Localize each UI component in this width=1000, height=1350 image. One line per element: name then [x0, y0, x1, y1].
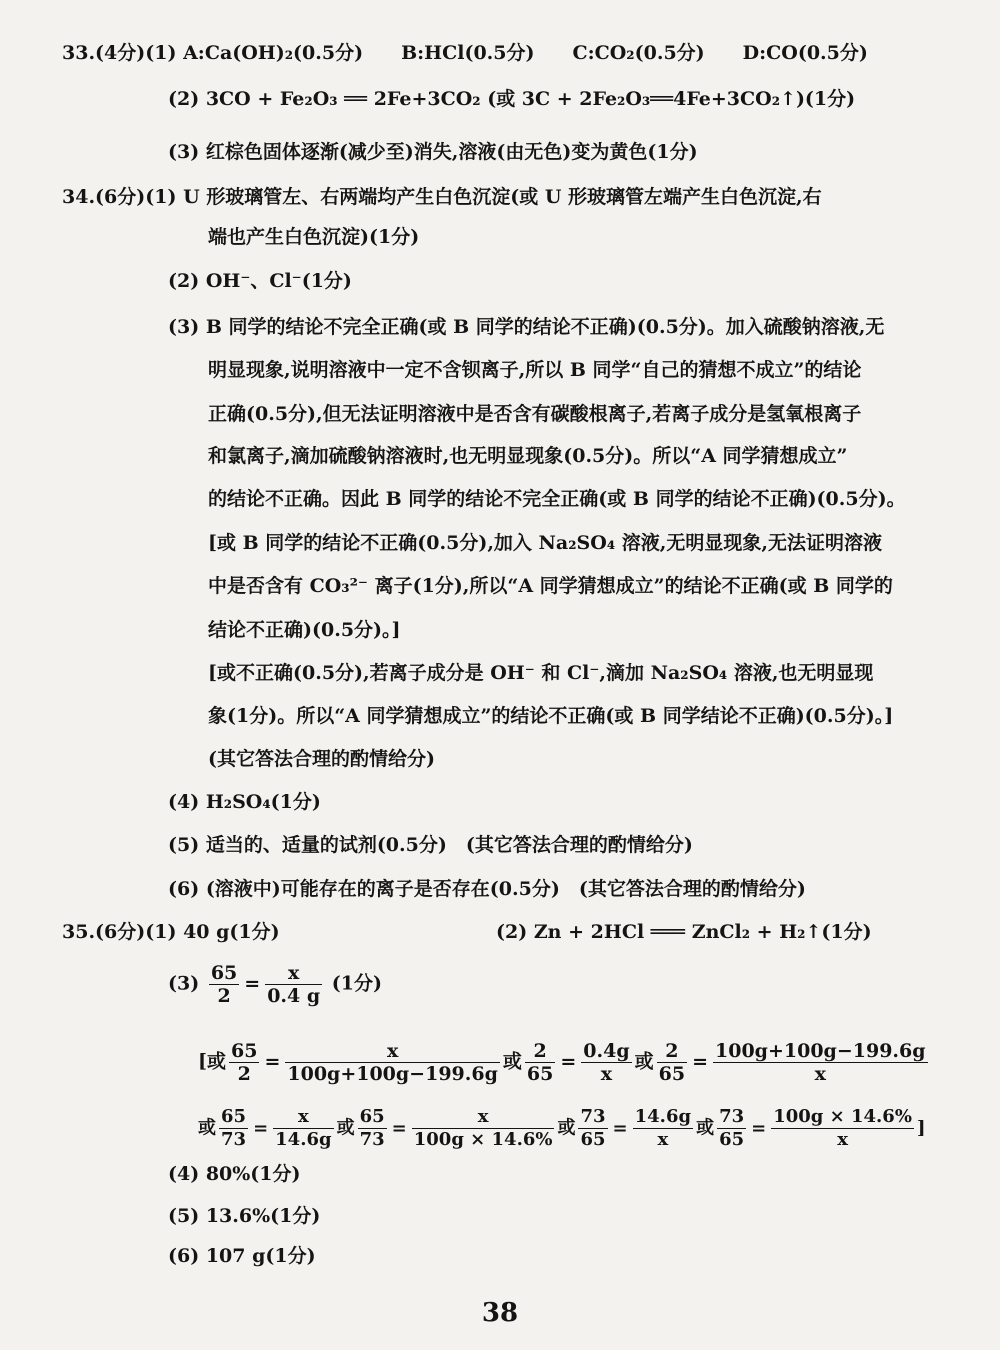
equals-sign: = — [391, 1117, 407, 1139]
q33-line-2: (2) 3CO + Fe₂O₃ ══ 2Fe+3CO₂ (或 3C + 2Fe₂O₃══4Fe+3CO₂↑)(1分) — [168, 88, 856, 110]
or-word: 或 — [557, 1117, 576, 1139]
q34-line-9: [或 B 同学的结论不正确(0.5分),加入 Na₂SO₄ 溶液,无明显现象,无法证明溶液 — [208, 532, 882, 554]
equals-sign: = — [264, 1050, 281, 1073]
q35-line-6: (5) 13.6%(1分) — [168, 1205, 321, 1227]
equals-sign: = — [244, 972, 261, 995]
q34-line-4: (3) B 同学的结论不完全正确(或 B 同学的结论不正确)(0.5分)。加入硫酸钠溶液,无 — [168, 316, 885, 338]
q34-line-1: 34.(6分)(1) U 形玻璃管左、右两端均产生白色沉淀(或 U 形玻璃管左端产生白色沉淀,右 — [62, 186, 822, 208]
q33-line-3: (3) 红棕色固体逐渐(减少至)消失,溶液(由无色)变为黄色(1分) — [168, 141, 698, 163]
fraction: $\frac{100g \times 14.6\%}{x}$ — [773, 1106, 912, 1150]
or-word: 或 — [634, 1050, 654, 1073]
bracket-close: ] — [916, 1117, 926, 1139]
q34-line-6: 正确(0.5分),但无法证明溶液中是否含有碳酸根离子,若离子成分是氢氧根离子 — [208, 403, 862, 425]
q34-line-10: 中是否含有 CO₃²⁻ 离子(1分),所以“A 同学猜想成立”的结论不正确(或 B 同学的 — [208, 575, 893, 597]
q34-line-15: (4) H₂SO₄(1分) — [168, 791, 321, 813]
or-word: 或 — [696, 1117, 715, 1139]
equals-sign: = — [751, 1117, 767, 1139]
q34-line-8: 的结论不正确。因此 B 同学的结论不完全正确(或 B 同学的结论不正确)(0.5分)。 — [208, 488, 906, 510]
q34-line-14: (其它答法合理的酌情给分) — [208, 748, 435, 770]
fraction: $\frac{x}{100g \times 14.6\%}$ — [413, 1106, 553, 1150]
fraction: $\frac{100g+100g-199.6g}{x}$ — [715, 1040, 926, 1085]
fraction: $\frac{73}{65}$ — [580, 1106, 606, 1150]
q34-line-12: [或不正确(0.5分),若离子成分是 OH⁻ 和 Cl⁻,滴加 Na₂SO₄ 溶液,也无明显现 — [208, 662, 874, 684]
q34-line-3: (2) OH⁻、Cl⁻(1分) — [168, 270, 352, 292]
fraction: $\frac{65}{73}$ — [221, 1106, 247, 1150]
fraction: $\frac{65}{73}$ — [359, 1106, 385, 1150]
q35-l2-prefix: (3) — [168, 972, 200, 995]
fraction: $\frac{x}{14.6g}$ — [275, 1106, 332, 1150]
or-word: 或 — [502, 1050, 522, 1073]
equals-sign: = — [692, 1050, 709, 1073]
or-word: 或 — [336, 1117, 355, 1139]
q35-l2-score: (1分) — [331, 972, 382, 995]
q34-line-11: 结论不正确)(0.5分)。] — [208, 619, 401, 641]
or-word: 或 — [198, 1117, 216, 1139]
q35-line-4 — [198, 1106, 925, 1151]
q35-line-3 — [198, 1040, 931, 1085]
fraction: $\frac{2}{65}$ — [526, 1040, 554, 1085]
fraction: $\frac{65}{2}$ — [210, 962, 238, 1007]
equals-sign: = — [560, 1050, 577, 1073]
equals-sign: = — [253, 1117, 269, 1139]
q34-line-17: (6) (溶液中)可能存在的离子是否存在(0.5分) (其它答法合理的酌情给分) — [168, 878, 806, 900]
fraction: $\frac{14.6g}{x}$ — [634, 1106, 692, 1150]
q34-line-13: 象(1分)。所以“A 同学猜想成立”的结论不正确(或 B 同学结论不正确)(0.5分)。] — [208, 705, 894, 727]
bracket-or: [或 — [198, 1050, 226, 1073]
fraction: $\frac{65}{2}$ — [231, 1040, 258, 1085]
q33-line-1: 33.(4分)(1) A:Ca(OH)₂(0.5分) B:HCl(0.5分) C:CO₂(0.5分) D:CO(0.5分) — [62, 42, 868, 64]
q34-line-16: (5) 适当的、适量的试剂(0.5分) (其它答法合理的酌情给分) — [168, 834, 693, 856]
fraction: $\frac{73}{65}$ — [719, 1106, 745, 1150]
fraction: $\frac{2}{65}$ — [658, 1040, 686, 1085]
q34-line-2: 端也产生白色沉淀)(1分) — [208, 226, 420, 248]
equals-sign: = — [612, 1117, 628, 1139]
fraction: $\frac{0.4g}{x}$ — [583, 1040, 630, 1085]
fraction: $\frac{x}{100g+100g-199.6g}$ — [287, 1040, 498, 1085]
q35-line-7: (6) 107 g(1分) — [168, 1245, 316, 1267]
q35-line-1a: 35.(6分)(1) 40 g(1分) — [62, 921, 280, 943]
fraction: $\frac{x}{0.4 g}$ — [267, 962, 321, 1007]
q34-line-7: 和氯离子,滴加硫酸钠溶液时,也无明显现象(0.5分)。所以“A 同学猜想成立” — [208, 445, 848, 467]
page-number: 38 — [481, 1298, 519, 1328]
q35-line-2 — [168, 962, 382, 1007]
q34-line-5: 明显现象,说明溶液中一定不含钡离子,所以 B 同学“自己的猜想不成立”的结论 — [208, 359, 862, 381]
q35-line-1b: (2) Zn + 2HCl ═══ ZnCl₂ + H₂↑(1分) — [496, 921, 872, 943]
q35-line-5: (4) 80%(1分) — [168, 1163, 301, 1185]
